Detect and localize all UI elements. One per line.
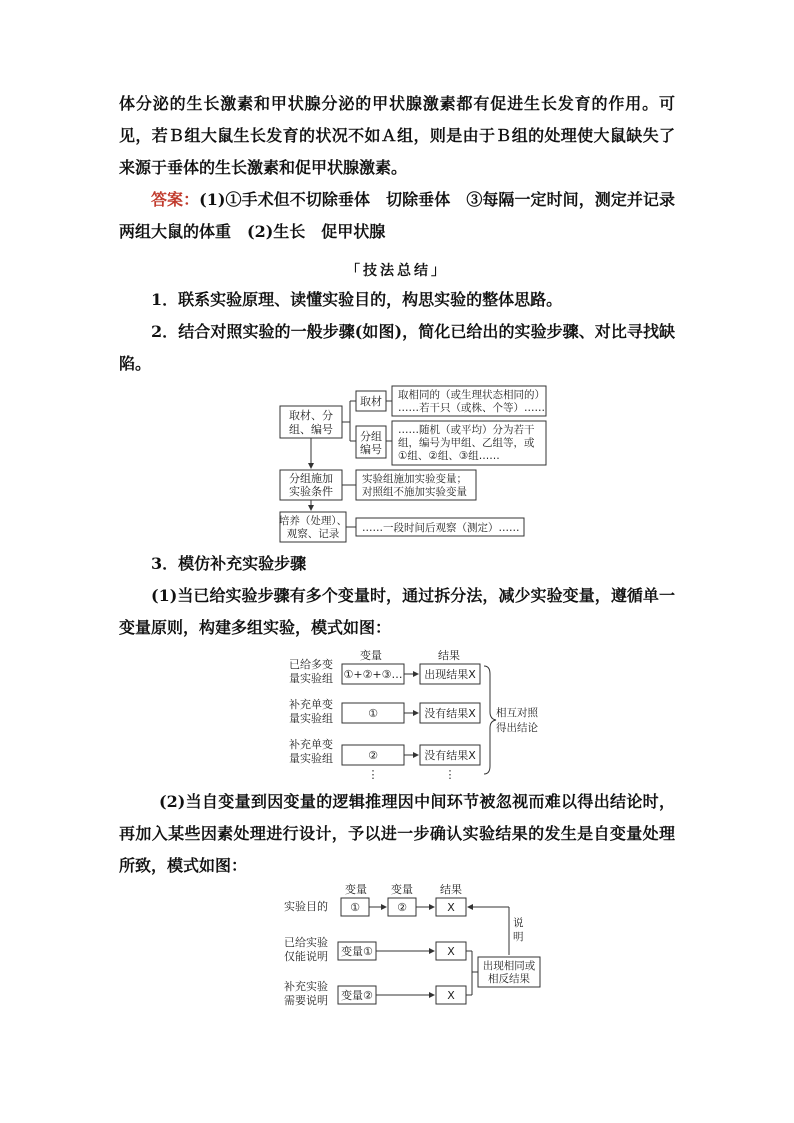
d2-row3-label-l2: 量实验组 [289, 752, 333, 765]
item-1: 1．联系实验原理、读懂实验目的，构思实验的整体思路。 [151, 290, 563, 309]
d2-conclusion-l1: 相互对照 [496, 707, 538, 719]
quc-desc-l2: ……若干只（或株、个等）…… [398, 402, 545, 414]
mechanism-diagram [284, 882, 540, 1007]
answer-label: 答案： [151, 190, 200, 209]
d2-row1-var: ①+②+③… [343, 668, 403, 681]
d3-given-l1: 已给实验 [284, 936, 328, 949]
d3-goal-label: 实验目的 [284, 900, 328, 913]
d3-x3: X [447, 989, 455, 1002]
d3-given-var: 变量① [341, 945, 373, 958]
step-sampling-l1: 取材、分 [289, 409, 333, 422]
fenzu-desc-l1: ……随机（或平均）分为若干 [398, 424, 535, 436]
d3-supp-var: 变量② [341, 989, 373, 1002]
d3-v1: ① [350, 901, 360, 914]
d2-brace [484, 666, 496, 774]
step-sampling-l2: 组、编号 [289, 423, 333, 436]
d2-header-result: 结果 [438, 649, 460, 662]
d2-row2-var: ① [368, 707, 378, 720]
d2-row3-label-l1: 补充单变 [289, 738, 333, 751]
d2-row2-label-l2: 量实验组 [289, 712, 333, 725]
observe-desc: ……一段时间后观察（测定）…… [362, 522, 520, 534]
answer-text: (1)①手术但不切除垂体 切除垂体 ③每隔一定时间，测定并记录两组大鼠的体重 (2)生长 促甲状腺 [119, 190, 675, 241]
condition-desc-l1: 实验组施加实验变量； [362, 473, 467, 485]
d2-row2-label-l1: 补充单变 [289, 698, 333, 711]
quc-desc-l1: 取相同的（或生理状态相同的） [398, 389, 545, 401]
d2-row3-res: 没有结果X [424, 749, 476, 762]
d3-supp-l2: 需要说明 [284, 994, 328, 1007]
d3-x1: X [447, 901, 455, 914]
d2-row1-label-l1: 已给多变 [289, 658, 333, 671]
d3-supp-l1: 补充实验 [284, 980, 328, 993]
item-2: 2．结合对照实验的一般步骤(如图)，简化已给出的实验步骤、对比寻找缺陷。 [119, 322, 675, 373]
fenzu-desc-l2: 组，编号为甲组、乙组等，或 [398, 437, 535, 449]
d2-row1-res: 出现结果X [424, 668, 476, 681]
d2-row2-res: 没有结果X [424, 707, 476, 720]
item-3: 3．模仿补充实验步骤 [151, 554, 307, 573]
step-condition-l1: 分组施加 [289, 472, 333, 485]
d3-given-l2: 仅能说明 [284, 950, 328, 963]
d2-conclusion-l2: 得出结论 [496, 722, 538, 734]
step-condition-l2: 实验条件 [289, 485, 333, 498]
fenzu-l1: 分组 [360, 430, 382, 443]
d3-header-result: 结果 [440, 883, 462, 896]
step-observe-l2: 观察、记录 [286, 528, 340, 540]
sub-item-2: (2)当自变量到因变量的逻辑推理因中间环节被忽视而难以得出结论时，再加入某些因素处理进行设计，予以进一步确认实验结果的发生是自变量处理所致，模式如图： [119, 792, 675, 875]
section-title: 「技法总结」 [346, 263, 448, 279]
step-observe-l1: 培养（处理）、 [278, 515, 348, 527]
d2-row1-label-l2: 量实验组 [289, 672, 333, 685]
flow-diagram-steps [279, 386, 546, 542]
fenzu-l2: 编号 [360, 443, 382, 456]
multi-variable-diagram [289, 648, 538, 781]
d3-explain-l1: 说 [513, 917, 524, 929]
paragraph-continuation: 体分泌的生长激素和甲状腺分泌的甲状腺激素都有促进生长发育的作用。可见，若Ｂ组大鼠生长发育的状况不如Ａ组，则是由于Ｂ组的处理使大鼠缺失了来源于垂体的生长激素和促甲状腺激素。 [119, 94, 675, 177]
d2-header-variable: 变量 [360, 649, 382, 662]
fenzu-desc-l3: ①组、②组、③组…… [398, 450, 500, 462]
d2-dots-res: ⋮ [444, 768, 456, 781]
d2-row3-var: ② [368, 749, 378, 762]
condition-desc-l2: 对照组不施加实验变量 [362, 486, 467, 498]
sub-item-1: (1)当已给实验步骤有多个变量时，通过拆分法，减少实验变量，遵循单一变量原则，构建多组实验，模式如图： [119, 586, 675, 637]
d3-result-l2: 相反结果 [488, 973, 530, 985]
d3-result-l1: 出现相同或 [482, 960, 536, 972]
quc-label: 取材 [360, 395, 382, 408]
d3-header-var2: 变量 [391, 883, 413, 896]
d2-dots-var: ⋮ [367, 768, 379, 781]
d3-x2: X [447, 945, 455, 958]
d3-v2: ② [397, 901, 407, 914]
d3-explain-l2: 明 [513, 931, 524, 943]
d3-header-var1: 变量 [345, 883, 367, 896]
